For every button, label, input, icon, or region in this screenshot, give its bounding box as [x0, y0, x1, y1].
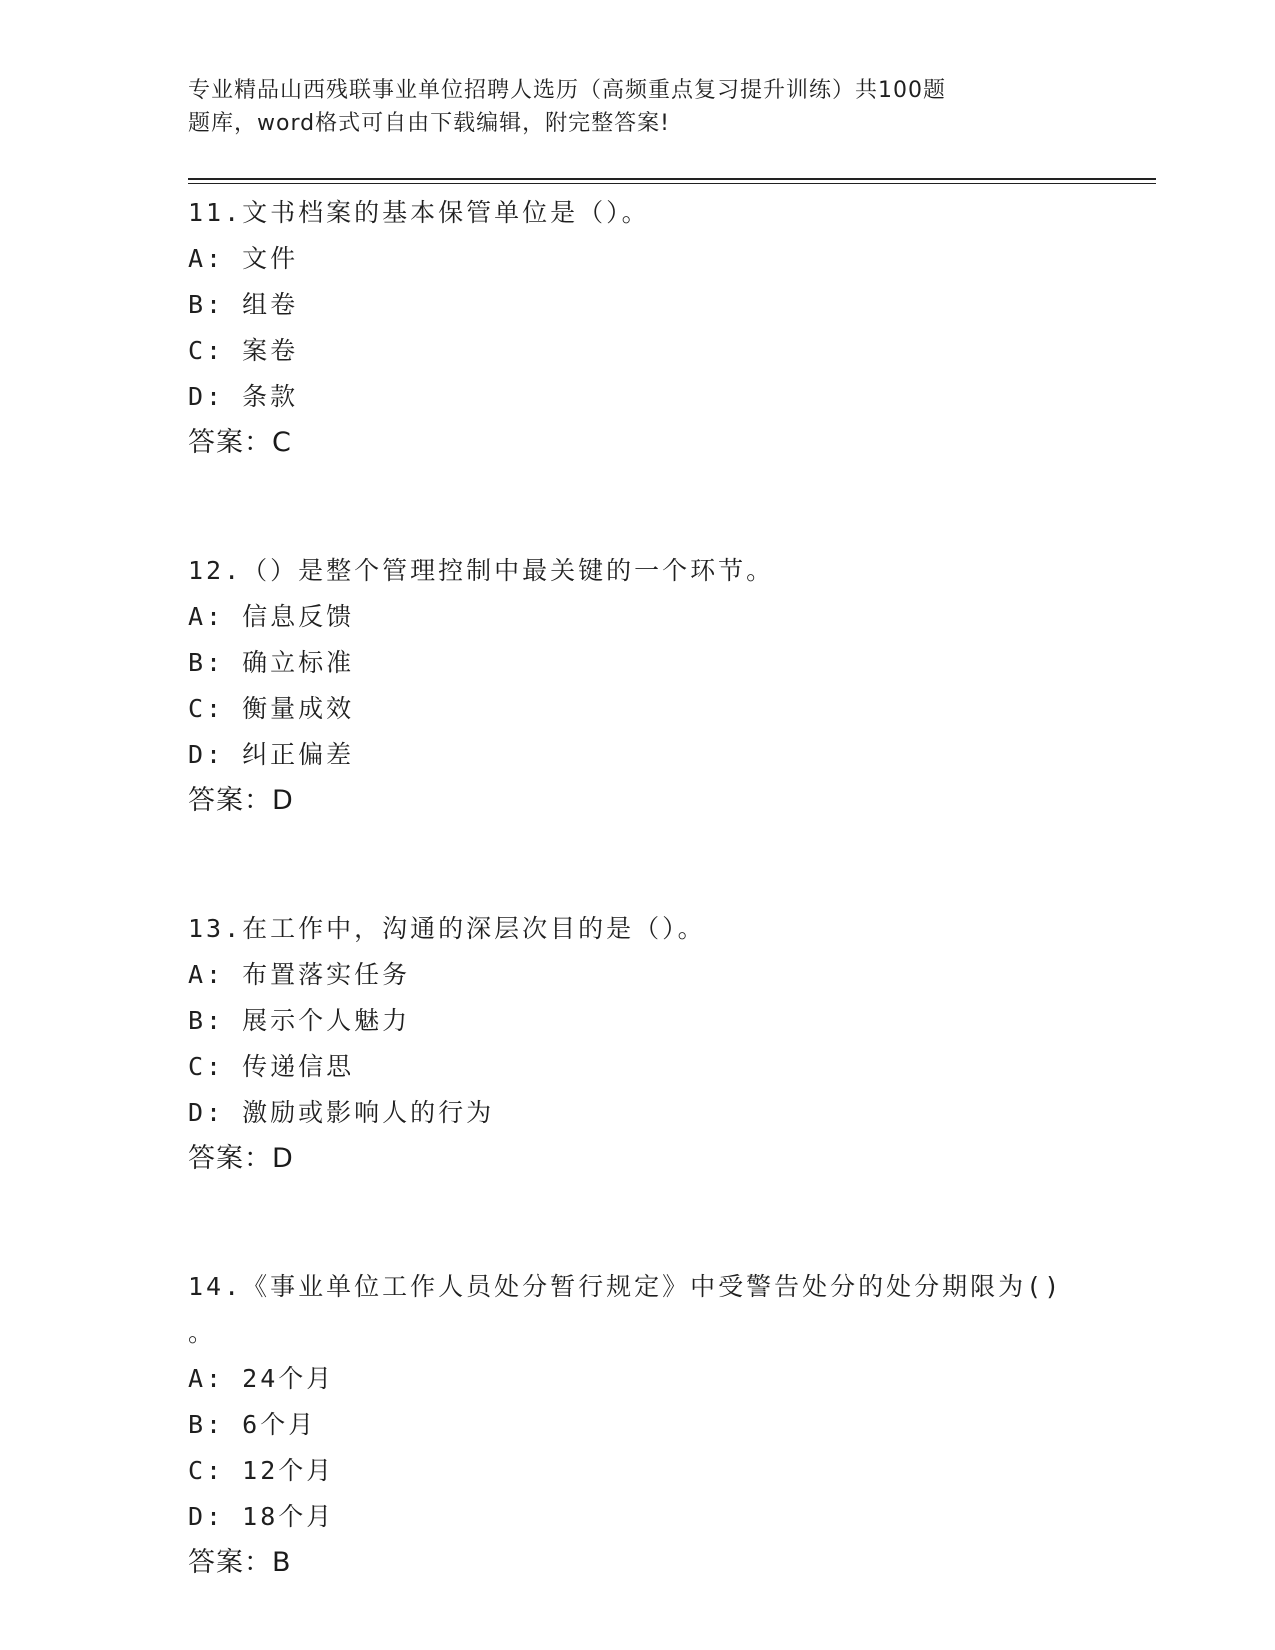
- option-d: D: 纠正偏差: [188, 740, 355, 769]
- question-gap: [188, 466, 1148, 548]
- option-a: A: 24个月: [188, 1364, 335, 1393]
- question-gap: [188, 824, 1148, 906]
- option-a: A: 信息反馈: [188, 602, 355, 631]
- option-a: A: 布置落实任务: [188, 960, 411, 989]
- answer: 答案：B: [188, 1547, 292, 1578]
- option-c: C: 传递信思: [188, 1052, 355, 1081]
- document-header: [188, 74, 1048, 140]
- header-line-2: 题库，word格式可自由下载编辑，附完整答案!: [188, 111, 670, 136]
- option-d: D: 激励或影响人的行为: [188, 1098, 495, 1127]
- option-d: D: 条款: [188, 382, 299, 411]
- option-b: B: 确立标准: [188, 648, 355, 677]
- option-d: D: 18个月: [188, 1502, 335, 1531]
- question-stem: 14.《事业单位工作人员处分暂行规定》中受警告处分的处分期限为(): [188, 1272, 1063, 1301]
- header-divider: [188, 178, 1156, 184]
- option-b: B: 展示个人魅力: [188, 1006, 411, 1035]
- option-c: C: 12个月: [188, 1456, 335, 1485]
- answer: 答案：D: [188, 785, 294, 816]
- answer: 答案：C: [188, 427, 292, 458]
- option-b: B: 组卷: [188, 290, 299, 319]
- answer: 答案：D: [188, 1143, 294, 1174]
- question-11: [188, 190, 1148, 466]
- question-list: [188, 190, 1148, 1586]
- option-c: C: 衡量成效: [188, 694, 355, 723]
- header-line-1: 专业精品山西残联事业单位招聘人选历（高频重点复习提升训练）共100题: [188, 78, 946, 103]
- option-c: C: 案卷: [188, 336, 299, 365]
- question-gap: [188, 1182, 1148, 1264]
- question-stem-continuation: 。: [188, 1318, 214, 1347]
- question-stem: 13.在工作中，沟通的深层次目的是（）。: [188, 914, 706, 943]
- option-b: B: 6个月: [188, 1410, 317, 1439]
- question-stem: 11.文书档案的基本保管单位是（）。: [188, 198, 650, 227]
- option-a: A: 文件: [188, 244, 299, 273]
- question-13: [188, 906, 1148, 1182]
- question-12: [188, 548, 1148, 824]
- question-stem: 12.（）是整个管理控制中最关键的一个环节。: [188, 556, 775, 585]
- question-14: [188, 1264, 1148, 1586]
